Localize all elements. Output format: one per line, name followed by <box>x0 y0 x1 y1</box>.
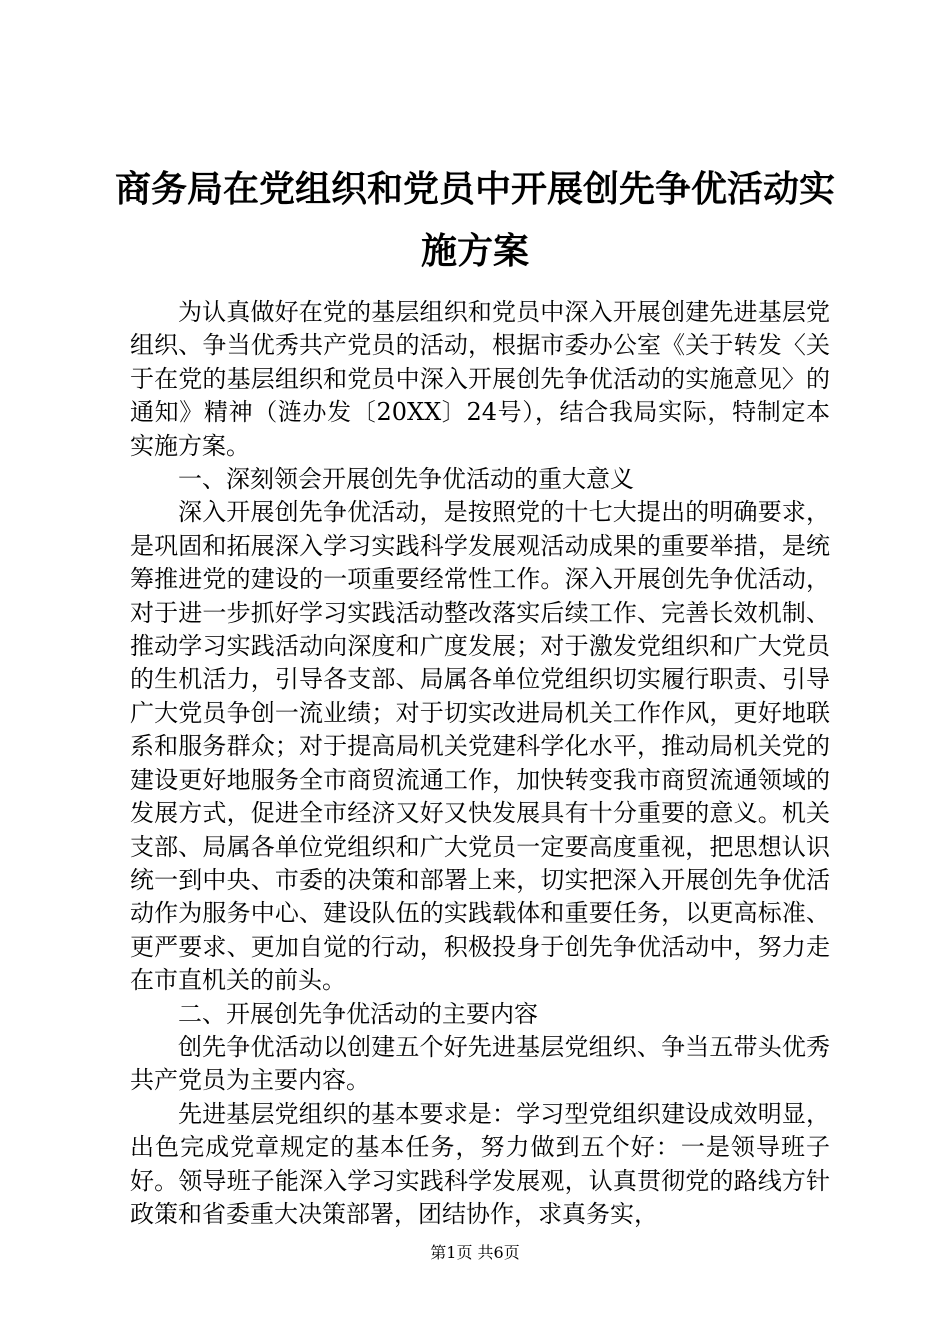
paragraph-significance: 深入开展创先争优活动，是按照党的十七大提出的明确要求，是巩固和拓展深入学习实践科学发展观活动成果的重要举措，是统筹推进党的建设的一项重要经常性工作。深入开展创先争优活动，对于进一步抓好学习实践活动整改落实后续工作、完善长效机制、推动学习实践活动向深度和广度发展；对于激发党组织和广大党员的生机活力，引导各支部、局属各单位党组织切实履行职责、引导广大党员争创一流业绩；对于切实改进局机关工作作风，更好地联系和服务群众；对于提高局机关党建科学化水平，推动局机关党的建设更好地服务全市商贸流通工作，加快转变我市商贸流通领域的发展方式，促进全市经济又好又快发展具有十分重要的意义。机关支部、局属各单位党组织和广大党员一定要高度重视，把思想认识统一到中央、市委的决策和部署上来，切实把深入开展创先争优活动作为服务中心、建设队伍的实践载体和重要任务，以更高标准、更严要求、更加自觉的行动，积极投身于创先争优活动中，努力走在市直机关的前头。 <box>130 498 830 995</box>
section-heading-1: 一、深刻领会开展创先争优活动的重大意义 <box>178 465 634 494</box>
page-footer: 第1页 共6页 <box>430 1243 520 1262</box>
section-heading-2: 二、开展创先争优活动的主要内容 <box>178 999 538 1028</box>
paragraph-requirements: 先进基层党组织的基本要求是：学习型党组织建设成效明显，出色完成党章规定的基本任务，努力做到五个好：一是领导班子好。领导班子能深入学习实践科学发展观，认真贯彻党的路线方针政策和省委重大决策部署，团结协作，求真务实， <box>130 1099 830 1228</box>
document-body <box>130 296 830 1231</box>
paragraph-intro: 为认真做好在党的基层组织和党员中深入开展创建先进基层党组织、争当优秀共产党员的活动，根据市委办公室《关于转发〈关于在党的基层组织和党员中深入开展创先争优活动的实施意见〉的通知》精神（涟办发〔20XX〕24号），结合我局实际，特制定本实施方案。 <box>130 298 830 460</box>
paragraph-main-content: 创先争优活动以创建五个好先进基层党组织、争当五带头优秀共产党员为主要内容。 <box>130 1032 830 1095</box>
document-title: 商务局在党组织和党员中开展创先争优活动实施方案 <box>114 168 835 272</box>
